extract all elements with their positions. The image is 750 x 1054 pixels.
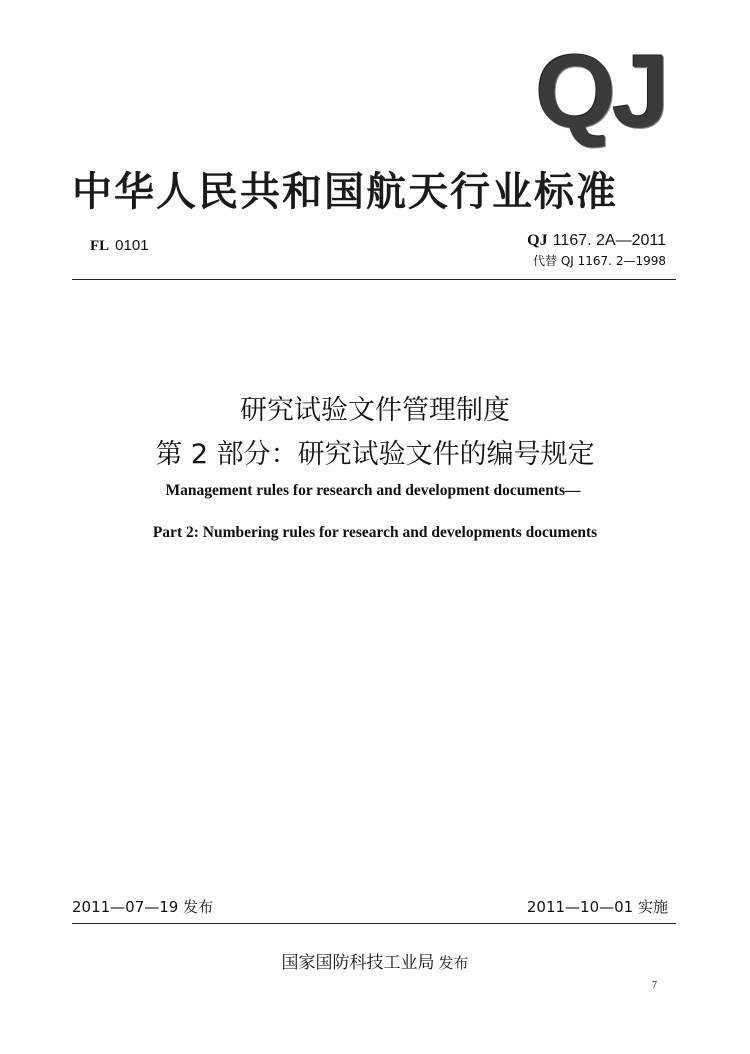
standard-prefix: QJ	[527, 232, 548, 249]
header-divider	[72, 279, 676, 280]
qj-logo: QJ	[535, 34, 666, 150]
publisher-name: 国家国防科技工业局	[281, 953, 435, 973]
title-english-line1: Management rules for research and development documents—	[165, 482, 581, 499]
title-english-line2: Part 2: Numbering rules for research and developments documents	[152, 524, 598, 541]
classification-code	[90, 236, 149, 255]
agency-title: 中华人民共和国航天行业标准	[72, 169, 618, 215]
replaces-note: 代替 QJ 1167. 2—1998	[533, 254, 666, 268]
publisher	[0, 948, 750, 973]
implementation-date: 2011—10—01 实施	[526, 898, 668, 916]
title-chinese-line2: 第 2 部分：研究试验文件的编号规定	[155, 439, 595, 470]
classification-number: 0101	[115, 237, 149, 254]
standard-number	[527, 230, 666, 250]
publisher-action: 发布	[438, 954, 469, 972]
issue-date: 2011—07—19 发布	[72, 898, 214, 916]
classification-label: FL	[90, 238, 110, 254]
footer-divider	[72, 923, 676, 924]
title-chinese-line1: 研究试验文件管理制度	[240, 395, 510, 426]
page-number: 7	[652, 980, 657, 991]
standard-number-value: 1167. 2A—2011	[552, 232, 666, 249]
